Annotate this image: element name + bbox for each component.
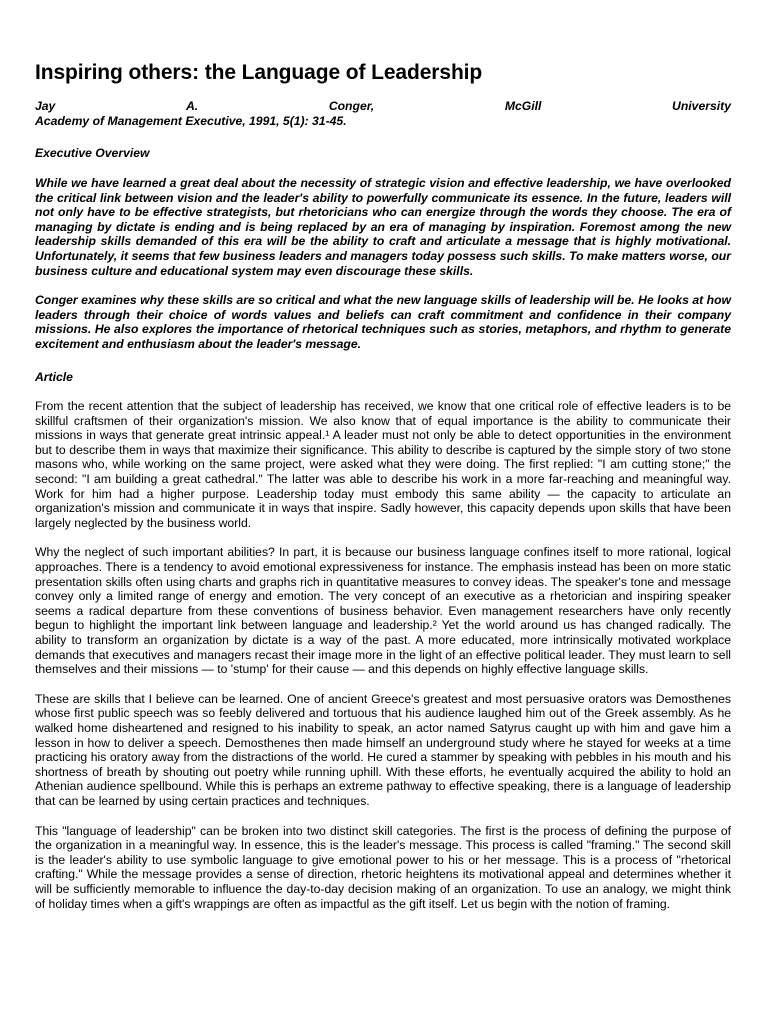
overview-paragraph: Conger examines why these skills are so critical and what the new language skills of leadership will be. He looks at how leaders through their choice of words values and beliefs can craft commitment and confidence in their company missions. He also explores the importance of rhetorical techniques such as stories, metaphors, and rhythm to generate excitement and enthusiasm about the leader's message. bbox=[35, 293, 731, 351]
author-line bbox=[35, 99, 731, 114]
byline bbox=[35, 99, 731, 128]
article-paragraph: Why the neglect of such important abilities? In part, it is because our business language confines itself to more rational, logical approaches. There is a tendency to avoid emotional expressiveness for instance. The emphasis instead has been on more static presentation skills often using charts and graphs rich in quantitative measures to convey ideas. The speaker's tone and message convey only a limited range of energy and emotion. The very concept of an executive as a rhetorician and inspiring speaker seems a radical departure from these conventions of business behavior. Even management researchers have only recently begun to highlight the important link between language and leadership.² Yet the world around us has changed radically. The ability to transform an organization by dictate is a way of the past. A more educated, more intrinsically motivated workplace demands that executives and managers recast their image more in the light of an effective political leader. They must learn to sell themselves and their missions — to 'stump' for their cause — and this depends on highly effective language skills. bbox=[35, 545, 731, 677]
executive-overview-heading: Executive Overview bbox=[35, 146, 150, 161]
author-last-name: Conger, bbox=[328, 99, 375, 114]
affiliation-type: University bbox=[672, 99, 731, 114]
article-paragraph: From the recent attention that the subject of leadership has received, we know that one critical role of effective leaders is to be skillful craftsmen of their organization's mission. We also know that of equal importance is the ability to communicate their missions in ways that generate great intrinsic appeal.¹ A leader must not only be able to detect opportunities in the environment but to describe them in ways that maximize their significance. This ability to describe is captured by the simple story of two stone masons who, while working on the same project, were asked what they were doing. The first replied: "I am cutting stone;" the second: "I am building a great cathedral." The latter was able to describe his work in a more far-reaching and meaningful way. Work for him had a higher purpose. Leadership today must embody this same ability — the capacity to articulate an organization's mission and communicate it in ways that inspire. Sadly however, this capacity depends upon skills that have been largely neglected by the business world. bbox=[35, 399, 731, 530]
overview-paragraph: While we have learned a great deal about the necessity of strategic vision and effective leadership, we have overlooked the critical link between vision and the leader's ability to powerfully communicate its essence. In the future, leaders will not only have to be effective strategists, but rhetoricians who can energize through the words they choose. The era of managing by dictate is ending and is being replaced by an era of managing by inspiration. Foremost among the new leadership skills demanded of this era will be the ability to craft and articulate a message that is highly motivational. Unfortunately, it seems that few business leaders and managers today possess such skills. To make matters worse, our business culture and educational system may even discourage these skills. bbox=[35, 175, 731, 278]
author-first-name: Jay bbox=[35, 99, 56, 114]
citation: Academy of Management Executive, 1991, 5(1): 31-45. bbox=[35, 113, 347, 128]
article-heading: Article bbox=[35, 369, 73, 384]
document-title: Inspiring others: the Language of Leadership bbox=[35, 61, 483, 84]
article-paragraph: This "language of leadership" can be broken into two distinct skill categories. The first is the process of defining the purpose of the organization in a meaningful way. In essence, this is the leader's message. This process is called "framing." The second skill is the leader's ability to use symbolic language to give emotional power to his or her message. This is a process of "rhetorical crafting." While the message provides a sense of direction, rhetoric heightens its motivational appeal and determines whether it will be sufficiently memorable to influence the day-to-day decision making of an organization. To use an analogy, we might think of holiday times when a gift's wrappings are often as impactful as the gift itself. Let us begin with the notion of framing. bbox=[35, 823, 731, 911]
affiliation-name: McGill bbox=[504, 99, 542, 114]
author-initial: A. bbox=[185, 99, 199, 114]
article-paragraph: These are skills that I believe can be learned. One of ancient Greece's greatest and most persuasive orators was Demosthenes whose first public speech was so feebly delivered and tortuous that his audience laughed him out of the Greek assembly. As he walked home disheartened and resigned to his inability to speak, an actor named Satyrus caught up with him and gave him a lesson in how to deliver a speech. Demosthenes then made himself an underground study where he stayed for weeks at a time practicing his oratory away from the distractions of the world. He cured a stammer by speaking with pebbles in his mouth and his shortness of breath by shouting out poetry while running uphill. With these efforts, he eventually acquired the ability to hold an Athenian audience spellbound. While this is perhaps an extreme pathway to effective speaking, there is a language of leadership that can be learned by using certain practices and techniques. bbox=[35, 691, 731, 808]
